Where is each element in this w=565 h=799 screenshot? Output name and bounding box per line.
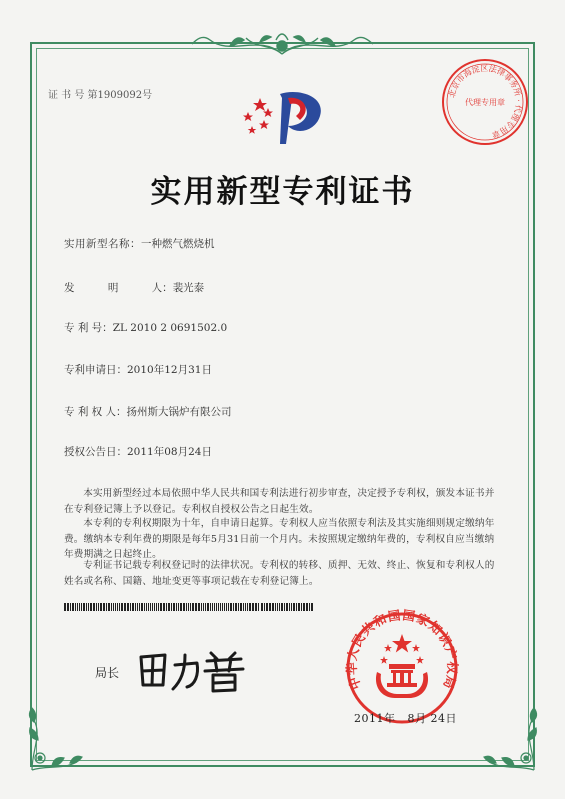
barcode-bar: [77, 603, 78, 611]
barcode-bar: [113, 603, 114, 611]
barcode-bar: [86, 603, 87, 611]
field-label: 专 利 权 人：: [64, 406, 127, 418]
barcode-bar: [218, 603, 219, 611]
barcode-bar: [64, 603, 66, 611]
barcode-bar: [214, 603, 215, 611]
certificate-number: [48, 86, 152, 101]
barcode-bar: [226, 603, 227, 611]
issue-day-unit: 日: [445, 712, 457, 725]
field-label: 实用新型名称：: [64, 238, 141, 250]
director-signature: [135, 645, 255, 695]
barcode-bar: [247, 603, 248, 611]
barcode-bar: [258, 603, 259, 611]
barcode-bar: [198, 603, 200, 611]
seal-main-text: 中华人民共和国国家知识产权局: [343, 607, 461, 692]
barcode-bar: [103, 603, 105, 611]
barcode-bar: [152, 603, 153, 611]
barcode-bar: [298, 603, 300, 611]
barcode-bar: [115, 603, 116, 611]
agency-seal-stamp: [440, 57, 530, 147]
barcode-bar: [261, 603, 263, 611]
barcode-bar: [281, 603, 283, 611]
barcode-bar: [137, 603, 138, 611]
field-patentee: [64, 404, 232, 419]
barcode-bar: [132, 603, 134, 611]
barcode-bar: [279, 603, 280, 611]
issue-day: 24: [430, 712, 446, 725]
barcode-bar: [124, 603, 126, 611]
barcode-bar: [235, 603, 237, 611]
barcode-bar: [111, 603, 112, 611]
barcode-bar: [79, 603, 80, 611]
barcode-bar: [311, 603, 313, 611]
barcode-bar: [289, 603, 290, 611]
national-ip-office-seal-stamp: [337, 606, 467, 724]
barcode-bar: [264, 603, 265, 611]
barcode-bar: [277, 603, 278, 611]
barcode-bar: [212, 603, 213, 611]
barcode-bar: [266, 603, 268, 611]
barcode-bar: [98, 603, 99, 611]
corner-ornament-bottom-left-icon: [22, 700, 92, 775]
barcode-bar: [148, 603, 149, 611]
barcode-bar: [93, 603, 95, 611]
barcode-bar: [224, 603, 225, 611]
field-value: 2011年08月24日: [127, 446, 212, 458]
barcode-bar: [249, 603, 251, 611]
paragraph-text: 专利证书记载专利权登记时的法律状况。专利权的转移、质押、无效、终止、恢复和专利权人的姓名或名称、国籍、地址变更等事项记载在专利登记簿上。: [64, 560, 495, 587]
barcode-bar: [190, 603, 191, 611]
barcode-bar: [158, 603, 159, 611]
barcode-bar: [192, 603, 194, 611]
barcode-bar: [293, 603, 295, 611]
barcode-bar: [144, 603, 145, 611]
barcode-bar: [178, 603, 179, 611]
barcode: [64, 603, 314, 611]
issue-month-unit: 月: [415, 712, 427, 725]
barcode-bar: [284, 603, 285, 611]
field-application-date: [64, 362, 212, 377]
barcode-bar: [154, 603, 155, 611]
barcode-bar: [121, 603, 123, 611]
barcode-bar: [90, 603, 92, 611]
barcode-bar: [183, 603, 185, 611]
barcode-bar: [75, 603, 76, 611]
barcode-bar: [171, 603, 172, 611]
body-paragraph-register: [64, 558, 498, 589]
barcode-bar: [72, 603, 74, 611]
barcode-bar: [203, 603, 204, 611]
issue-month: 8: [407, 712, 415, 725]
barcode-bar: [272, 603, 274, 611]
director-label: 局长: [95, 666, 120, 680]
barcode-bar: [216, 603, 217, 611]
field-grant-announcement-date: [64, 444, 212, 459]
barcode-bar: [291, 603, 292, 611]
barcode-bar: [180, 603, 182, 611]
barcode-bar: [146, 603, 147, 611]
barcode-bar: [252, 603, 254, 611]
barcode-bar: [301, 603, 302, 611]
barcode-bar: [220, 603, 221, 611]
paragraph-text: 本实用新型经过本局依照中华人民共和国专利法进行初步审查，决定授予专利权，颁发本证书并在专利登记簿上予以登记。专利权自授权公告之日起生效。: [64, 488, 495, 515]
barcode-bar: [286, 603, 288, 611]
barcode-bar: [176, 603, 177, 611]
barcode-bar: [141, 603, 143, 611]
barcode-bar: [195, 603, 197, 611]
barcode-bar: [238, 603, 239, 611]
barcode-bar: [233, 603, 234, 611]
field-label: 专利申请日：: [64, 364, 127, 376]
field-label: 发 明 人：: [64, 282, 173, 294]
barcode-bar: [205, 603, 206, 611]
body-paragraph-term: [64, 516, 498, 563]
field-value: ZL 2010 2 0691502.0: [112, 322, 228, 334]
field-label: 授权公告日：: [64, 446, 127, 458]
barcode-bar: [96, 603, 97, 611]
barcode-bar: [255, 603, 257, 611]
field-value: 扬州斯大锅炉有限公司: [126, 406, 232, 418]
body-paragraph-grant: [64, 486, 498, 517]
barcode-bar: [70, 603, 71, 611]
field-value: 2010年12月31日: [127, 364, 212, 376]
barcode-bar: [139, 603, 140, 611]
barcode-bar: [207, 603, 209, 611]
barcode-bar: [156, 603, 157, 611]
barcode-bar: [117, 603, 118, 611]
barcode-bar: [228, 603, 229, 611]
issue-date: [354, 710, 457, 726]
barcode-bar: [275, 603, 276, 611]
barcode-bar: [88, 603, 89, 611]
barcode-bar: [67, 603, 69, 611]
barcode-bar: [108, 603, 110, 611]
agency-seal-text: 北京市海淀区法律事务所 · 代理专用章: [447, 63, 524, 140]
barcode-bar: [243, 603, 244, 611]
barcode-bar: [269, 603, 271, 611]
barcode-bar: [201, 603, 202, 611]
issue-year: 2011: [354, 712, 384, 725]
barcode-bar: [119, 603, 120, 611]
barcode-bar: [188, 603, 189, 611]
barcode-bar: [150, 603, 151, 611]
field-value: 裴光泰: [172, 282, 205, 294]
field-value: 一种燃气燃烧机: [141, 238, 215, 250]
barcode-bar: [296, 603, 297, 611]
barcode-bar: [83, 603, 85, 611]
certificate-number-value: 第1909092号: [87, 90, 153, 101]
barcode-bar: [309, 603, 310, 611]
paragraph-text: 本专利的专利权期限为十年，自申请日起算。专利权人应当依照专利法及其实施细则规定缴纳年费。缴纳本专利年费的期限是每年5月31日前一个月内。未按照规定缴纳年费的，专利权自应当缴纳年费期满之日起终止。: [64, 518, 495, 560]
barcode-bar: [186, 603, 187, 611]
barcode-bar: [306, 603, 308, 611]
barcode-bar: [240, 603, 242, 611]
field-utility-model-name: [64, 236, 215, 251]
sipo-logo-icon: [238, 86, 328, 146]
barcode-bar: [230, 603, 232, 611]
field-inventor: [64, 280, 204, 295]
barcode-bar: [210, 603, 211, 611]
issue-year-unit: 年: [384, 712, 396, 725]
barcode-bar: [245, 603, 246, 611]
barcode-bar: [130, 603, 131, 611]
top-ornament-icon: [190, 26, 375, 60]
agency-seal-center-text: 代理专用章: [465, 98, 505, 107]
field-patent-number: [64, 320, 227, 335]
barcode-bar: [135, 603, 136, 611]
barcode-bar: [81, 603, 82, 611]
barcode-bar: [222, 603, 223, 611]
barcode-bar: [106, 603, 107, 611]
barcode-bar: [160, 603, 162, 611]
barcode-bar: [163, 603, 165, 611]
certificate-number-label: 证 书 号: [48, 90, 85, 101]
barcode-bar: [168, 603, 170, 611]
barcode-bar: [100, 603, 102, 611]
certificate-title: 实用新型专利证书: [150, 174, 415, 210]
field-label: 专 利 号：: [64, 322, 113, 334]
corner-ornament-bottom-right-icon: [474, 700, 544, 775]
barcode-bar: [303, 603, 305, 611]
barcode-bar: [173, 603, 175, 611]
barcode-bar: [127, 603, 129, 611]
barcode-bar: [166, 603, 167, 611]
